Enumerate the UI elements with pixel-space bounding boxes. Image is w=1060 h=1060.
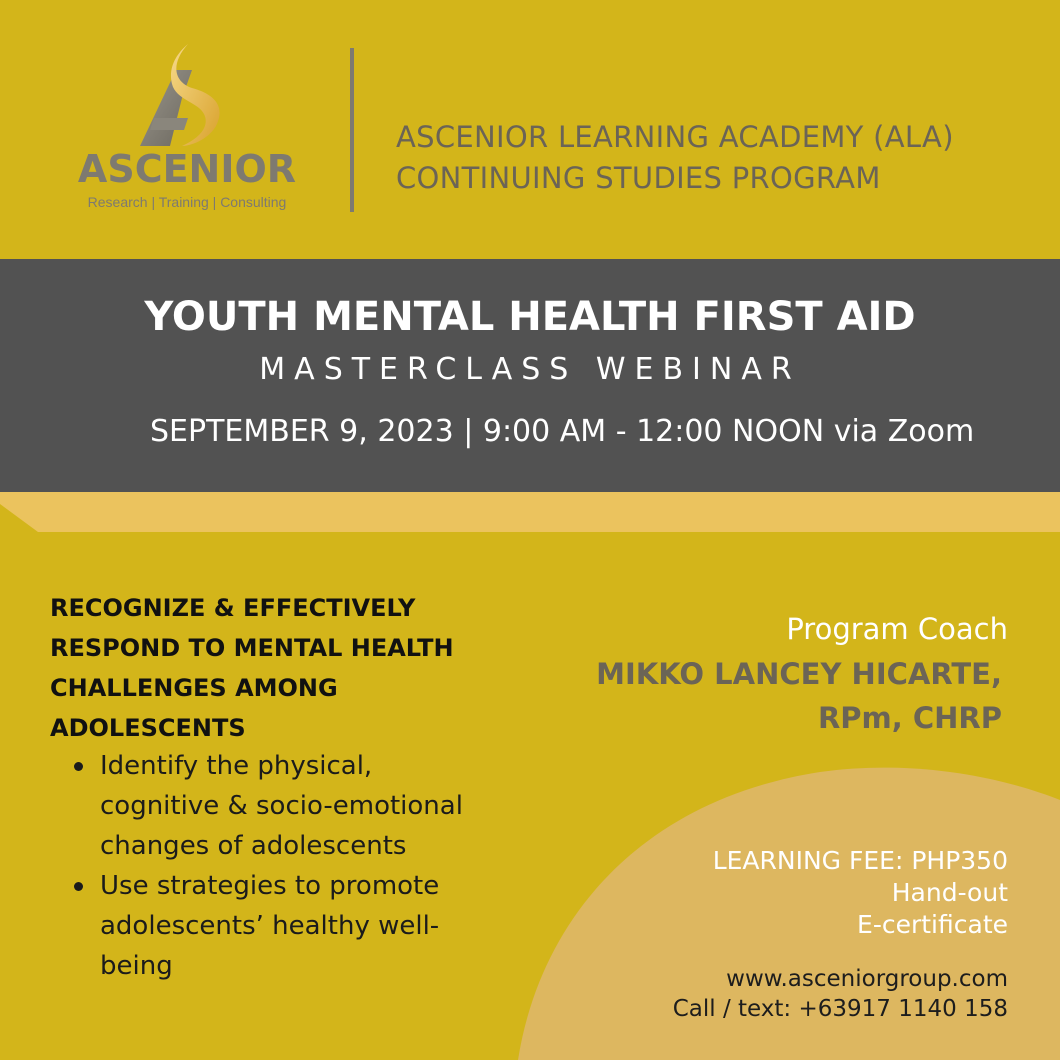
list-item: [100, 866, 480, 986]
contact-block: [673, 964, 1008, 1024]
coach-name: [522, 652, 1002, 740]
event-title: YOUTH MENTAL HEALTH FIRST AID: [144, 294, 916, 340]
coach-label: Program Coach: [786, 612, 1008, 646]
logo-tagline: Research | Training | Consulting: [87, 194, 287, 210]
objective-text: Identify the physical, cognitive & socio-emotional changes of adolescents: [100, 751, 463, 861]
learning-fee: LEARNING FEE: PHP350: [712, 846, 1008, 875]
accent-band: [0, 492, 1060, 532]
logo-wordmark: ASCENIOR: [77, 147, 297, 191]
inclusion-certificate: E-certificate: [857, 910, 1008, 939]
coach-credentials: RPm, CHRP: [817, 701, 1002, 735]
learning-objectives-list: [50, 746, 480, 986]
inclusion-handout: Hand-out: [891, 878, 1008, 907]
bullet-icon: [74, 882, 83, 891]
ascenior-logo-icon: [130, 40, 250, 150]
objective-text: Use strategies to promote adolescents’ healthy well-being: [100, 871, 440, 981]
fee-block: [713, 845, 1008, 941]
phone-number: Call / text: +63917 1140 158: [672, 996, 1008, 1022]
header-divider: [350, 48, 354, 212]
program-name-line1: ASCENIOR LEARNING ACADEMY (ALA): [396, 120, 954, 154]
coach-name-line1: MIKKO LANCEY HICARTE,: [596, 657, 1002, 691]
event-subtitle: MASTERCLASS WEBINAR: [259, 352, 801, 387]
learning-headline: RECOGNIZE & EFFECTIVELY RESPOND TO MENTAL HEALTH CHALLENGES AMONG ADOLESCENTS: [50, 594, 454, 742]
list-item: [100, 746, 480, 866]
program-name-line2: CONTINUING STUDIES PROGRAM: [396, 161, 881, 195]
event-date-time: SEPTEMBER 9, 2023 | 9:00 AM - 12:00 NOON via Zoom: [150, 414, 975, 449]
website-link[interactable]: www.asceniorgroup.com: [726, 966, 1008, 992]
bullet-icon: [74, 762, 83, 771]
